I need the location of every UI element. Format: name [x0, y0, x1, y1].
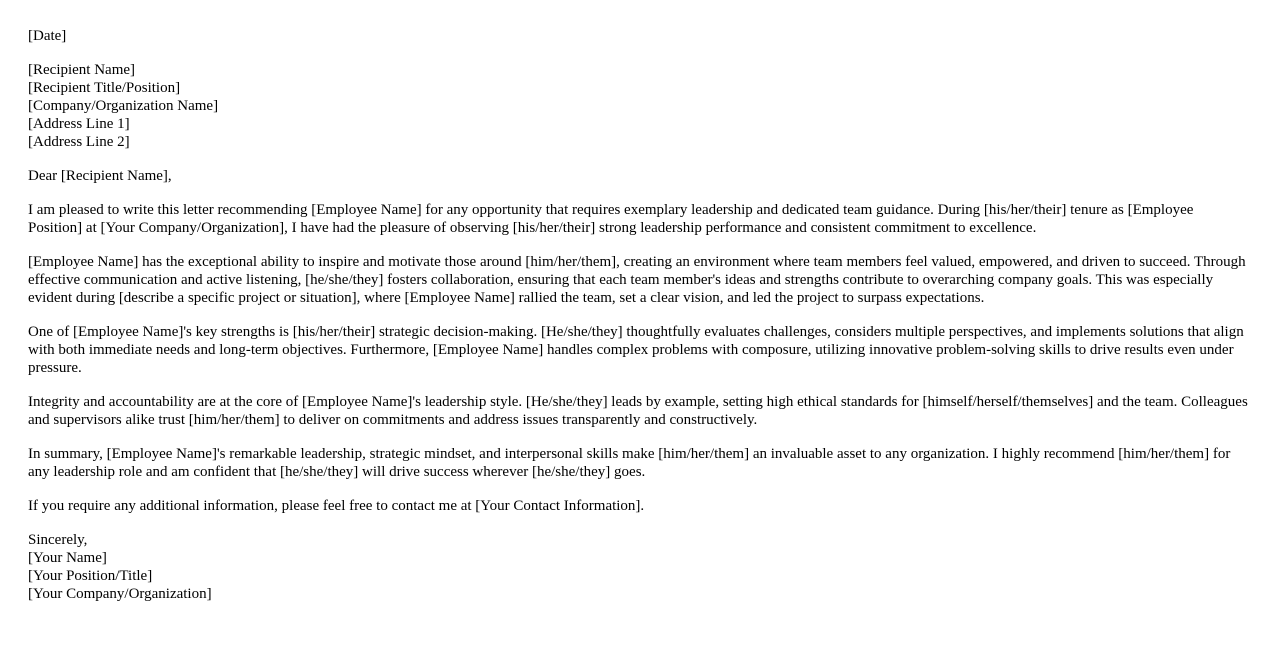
body-paragraph-summary: In summary, [Employee Name]'s remarkable leadership, strategic mindset, and interpersonal skills make [him/her/them] an invaluable asset to any organization. I highly recommend [him/her/them] for any leadership role and am confident that [he/she/they] will drive success wherever [he/she/they] goes. [28, 446, 1231, 480]
closing-block [28, 531, 1250, 603]
recipient-company: [Company/Organization Name] [28, 98, 219, 114]
closing-signoff: Sincerely, [28, 532, 88, 548]
body-paragraph-integrity: Integrity and accountability are at the core of [Employee Name]'s leadership style. [He/she/they] leads by example, setting high ethical standards for [himself/herself/themselves] and the team. Colleagues and supervisors alike trust [him/her/them] to deliver on commitments and address issues transparently and constructively. [28, 394, 1248, 428]
sender-position: [Your Position/Title] [28, 568, 153, 584]
recipient-address-line-1: [Address Line 1] [28, 116, 130, 132]
recipient-address-block [28, 61, 1250, 151]
body-paragraph-strategy: One of [Employee Name]'s key strengths is [his/her/their] strategic decision-making. [He/she/they] thoughtfully evaluates challenges, considers multiple perspectives, and implements solutions that align with both immediate needs and long-term objectives. Furthermore, [Employee Name] handles complex problems with composure, utilizing innovative problem-solving skills to drive results even under pressure. [28, 324, 1244, 376]
body-paragraph-intro: I am pleased to write this letter recommending [Employee Name] for any opportunity that requires exemplary leadership and dedicated team guidance. During [his/her/their] tenure as [Employee Position] at [Your Company/Organization], I have had the pleasure of observing [his/her/their] strong leadership performance and consistent commitment to excellence. [28, 202, 1194, 236]
sender-company: [Your Company/Organization] [28, 586, 212, 602]
letter-date: [Date] [28, 28, 67, 44]
sender-name: [Your Name] [28, 550, 107, 566]
date-block [28, 27, 1250, 45]
letter-document [28, 27, 1250, 619]
body-paragraph-motivation: [Employee Name] has the exceptional ability to inspire and motivate those around [him/her/them], creating an environment where team members feel valued, empowered, and driven to succeed. Through effective communication and active listening, [he/she/they] fosters collaboration, ensuring that each team member's ideas and strengths contribute to overarching company goals. This was especially evident during [describe a specific project or situation], where [Employee Name] rallied the team, set a clear vision, and led the project to surpass expectations. [28, 254, 1246, 306]
body-paragraph-contact: If you require any additional information, please feel free to contact me at [Your Contact Information]. [28, 498, 645, 514]
recipient-title: [Recipient Title/Position] [28, 80, 181, 96]
salutation: Dear [Recipient Name], [28, 168, 172, 184]
recipient-name: [Recipient Name] [28, 62, 136, 78]
recipient-address-line-2: [Address Line 2] [28, 134, 130, 150]
